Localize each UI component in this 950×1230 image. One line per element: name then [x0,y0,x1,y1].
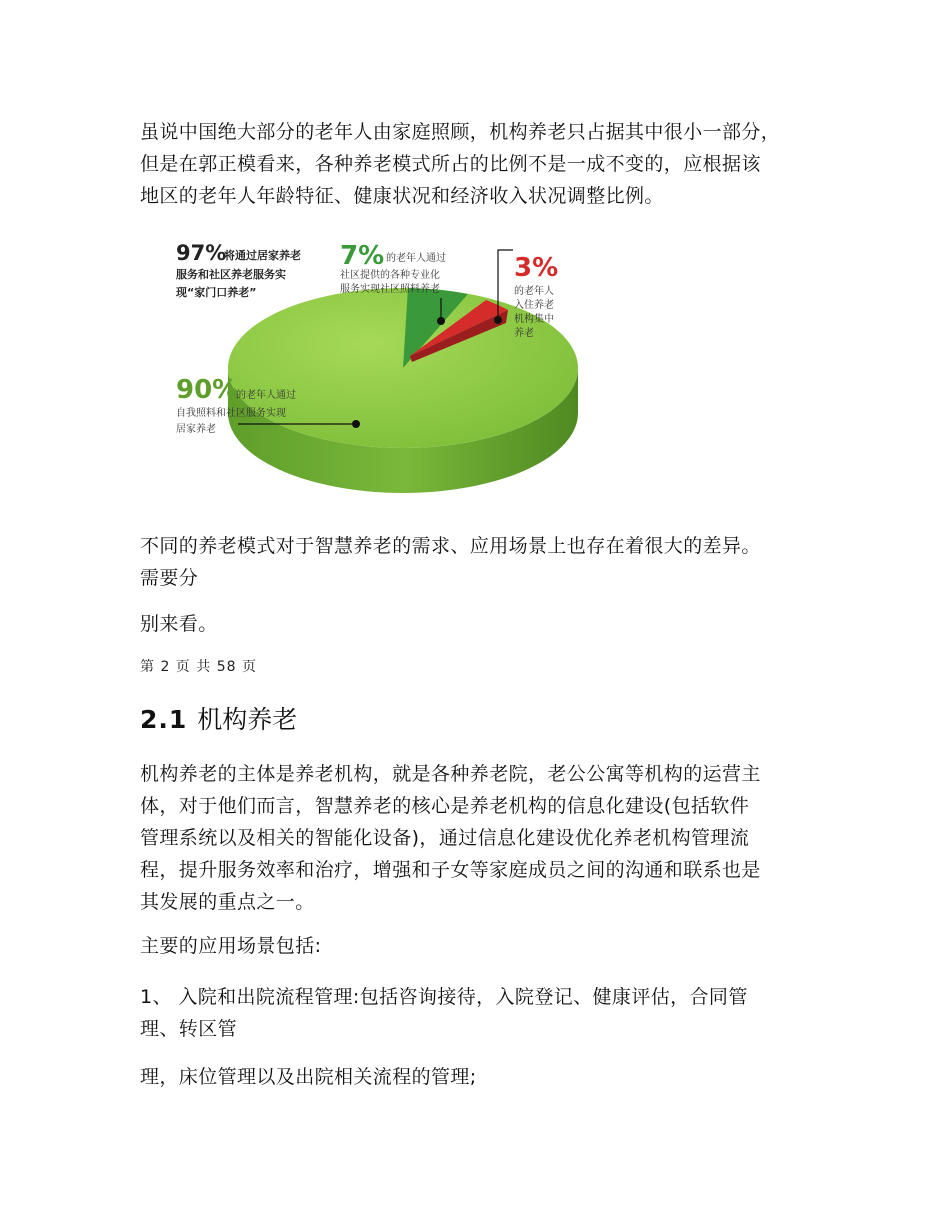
leader-90-dot [352,420,360,428]
label-7-line-1: 的老年人通过 [386,253,446,264]
paragraph-3 [140,608,840,640]
pie-chart-figure [168,228,588,503]
label-97-line-1: 将通过居家养老 [224,249,301,262]
label-7-line-2: 社区提供的各种专业化 [340,270,440,281]
item1-cont-text: 理，床位管理以及出院相关流程的管理; [140,1066,477,1088]
label-90-line-2: 自我照料和社区服务实现 [176,408,286,419]
para4-line-3: 管理系统以及相关的智能化设备)，通过信息化建设优化养老机构管理流 [140,827,750,849]
label-7-percent: 7% [340,241,385,271]
para5-text: 主要的应用场景包括: [140,935,322,957]
paragraph-5 [140,930,840,962]
para4-line-5: 其发展的重点之一。 [140,891,315,913]
label-97-line-3: 现“家门口养老” [176,286,257,299]
para4-line-1: 机构养老的主体是养老机构，就是各种养老院，老公公寓等机构的运营主 [140,763,761,785]
leader-3-dot [494,316,502,324]
label-3-line-4: 养老 [514,328,534,339]
leader-7-dot [437,317,445,325]
para4-line-4: 程，提升服务效率和治疗，增强和子女等家庭成员之间的沟通和联系也是 [140,859,761,881]
page-number-footer: 第 2 页 共 58 页 [140,659,257,675]
para4-line-2: 体，对于他们而言，智慧养老的核心是养老机构的信息化建设(包括软件 [140,795,750,817]
section-title: 机构养老 [197,705,298,734]
label-3-line-1: 的老年人 [514,286,554,297]
label-90-line-3: 居家养老 [176,424,216,435]
section-number: 2.1 [140,705,188,734]
label-97-percent: 97% [176,241,227,265]
label-97-line-2: 服务和社区养老服务实 [176,268,286,281]
item1-line-1: 1、 入院和出院流程管理:包括咨询接待，入院登记、健康评估，合同管 [140,986,748,1008]
para3-text: 别来看。 [140,613,218,635]
list-item-1 [140,981,840,1045]
para2-line-2: 需要分 [140,567,199,589]
label-3-line-2: 入住养老 [514,300,554,311]
label-90-line-1: 的老年人通过 [236,390,296,401]
list-item-1-continued [140,1061,840,1093]
label-7-line-3: 服务实现社区照料养老 [340,284,440,295]
para2-line-1: 不同的养老模式对于智慧养老的需求、应用场景上也存在着很大的差异。 [140,535,761,557]
paragraph-2 [140,530,840,594]
paragraph-4 [140,758,840,918]
section-heading [140,702,297,738]
intro-line-2: 但是在郭正模看来，各种养老模式所占的比例不是一成不变的，应根据该 [140,153,761,175]
intro-paragraph [140,116,840,212]
label-3-percent: 3% [514,253,559,283]
label-90-percent: 90% [176,375,239,405]
item1-line-2: 理、转区管 [140,1018,238,1040]
label-3-line-3: 机构集中 [514,314,554,325]
intro-line-3: 地区的老年人年龄特征、健康状况和经济收入状况调整比例。 [140,185,664,207]
intro-line-1: 虽说中国绝大部分的老年人由家庭照顾，机构养老只占据其中很小一部分， [140,121,781,143]
